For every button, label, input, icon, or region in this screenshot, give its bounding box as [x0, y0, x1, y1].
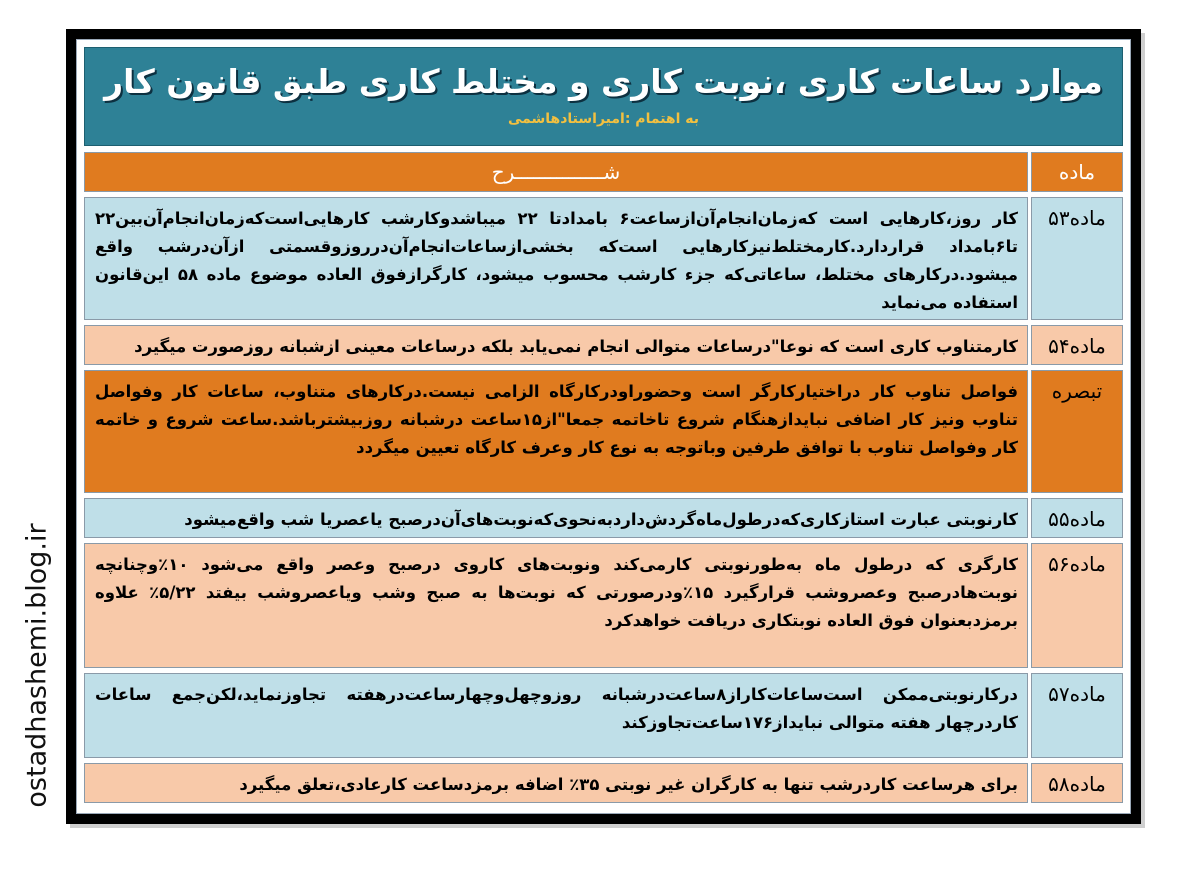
- title-banner: [84, 47, 1123, 146]
- row-54-description: کارمتناوب کاری است که نوعا"درساعات متوالی انجام نمی‌یابد بلکه درساعات معینی ازشبانه روزصورت میگیرد: [84, 325, 1028, 365]
- row-55-label: ماده۵۵: [1031, 498, 1123, 538]
- row-58-label: ماده۵۸: [1031, 763, 1123, 803]
- header-article: ماده: [1031, 152, 1123, 192]
- blog-watermark: [6, 500, 68, 830]
- row-58-description: برای هرساعت کاردرشب تنها به کارگران غیر نوبتی ۳۵٪ اضافه برمزدساعت کارعادی،تعلق میگیرد: [84, 763, 1028, 803]
- row-56-label: ماده۵۶: [1031, 543, 1123, 668]
- row-57-description: درکارنوبتی‌ممکن است‌ساعات‌کاراز۸ساعت‌درشبانه روزوچهل‌وچهارساعت‌درهفته تجاوزنماید،لکن‌جمع ساعات کاردرچهار هفته متوالی نبایداز۱۷۶ساعت‌تجاوزکند: [84, 673, 1028, 758]
- row-53-label: ماده۵۳: [1031, 197, 1123, 320]
- watermark-text: ostadhashemi.blog.ir: [21, 522, 53, 808]
- row-54-label: ماده۵۴: [1031, 325, 1123, 365]
- note-description: فواصل تناوب کار دراختیارکارگر است وحضوراودرکارگاه الزامی نیست.درکارهای متناوب، ساعات کار وفواصل تناوب ونیز کار اضافی نبایدازهنگام شروع تاخاتمه جمعا"از۱۵ساعت درشبانه روزبیشترباشد.ساعت شروع و خاتمه کار وفواصل تناوب با توافق طرفین وباتوجه به نوع کار وعرف کارگاه تعیین میگردد: [84, 370, 1028, 493]
- page-title: موارد ساعات کاری ،نوبت کاری و مختلط کاری طبق قانون کار: [104, 62, 1103, 101]
- author-credit: به اهتمام :امیراستادهاشمی: [507, 111, 700, 127]
- header-description: شـــــــــــــــرح: [84, 152, 1028, 192]
- row-57-label: ماده۵۷: [1031, 673, 1123, 758]
- document-frame: [66, 29, 1141, 824]
- note-label: تبصره: [1031, 370, 1123, 493]
- row-53-description: کار روز،کارهایی است که‌زمان‌انجام‌آن‌ازساعت۶ بامدادتا ۲۲ میباشدوکارشب کارهایی‌است‌که‌زمان‌انجام‌آن‌بین۲۲ تا۶بامداد قراردارد.کارمختلط‌نیزکارهایی است‌که بخشی‌ازساعات‌انجام‌آن‌درروزوقسمتی ازآن‌درشب واقع میشود.درکارهای مختلط، ساعاتی‌که جزء کارشب محسوب میشود، کارگرازفوق العاده موضوع ماده ۵۸ این‌قانون استفاده می‌نماید: [84, 197, 1028, 320]
- row-55-description: کارنوبتی عبارت استازکاری‌که‌درطول‌ماه‌گردش‌داردبه‌نحوی‌که‌نوبت‌های‌آن‌درصبح یاعصریا شب واقع‌میشود: [84, 498, 1028, 538]
- content-panel: [76, 39, 1131, 814]
- row-56-description: کارگری که درطول ماه به‌طورنوبتی کارمی‌کند ونوبت‌های کاروی درصبح وعصر واقع می‌شود ۱۰٪وچنانچه نوبت‌هادرصبح وعصروشب قرارگیرد ۱۵٪ودرصورتی که نوبت‌ها به صبح وشب ویاعصروشب بیفتد ۵/۲۲٪ علاوه برمزدبعنوان فوق العاده نوبتکاری دریافت خواهدکرد: [84, 543, 1028, 668]
